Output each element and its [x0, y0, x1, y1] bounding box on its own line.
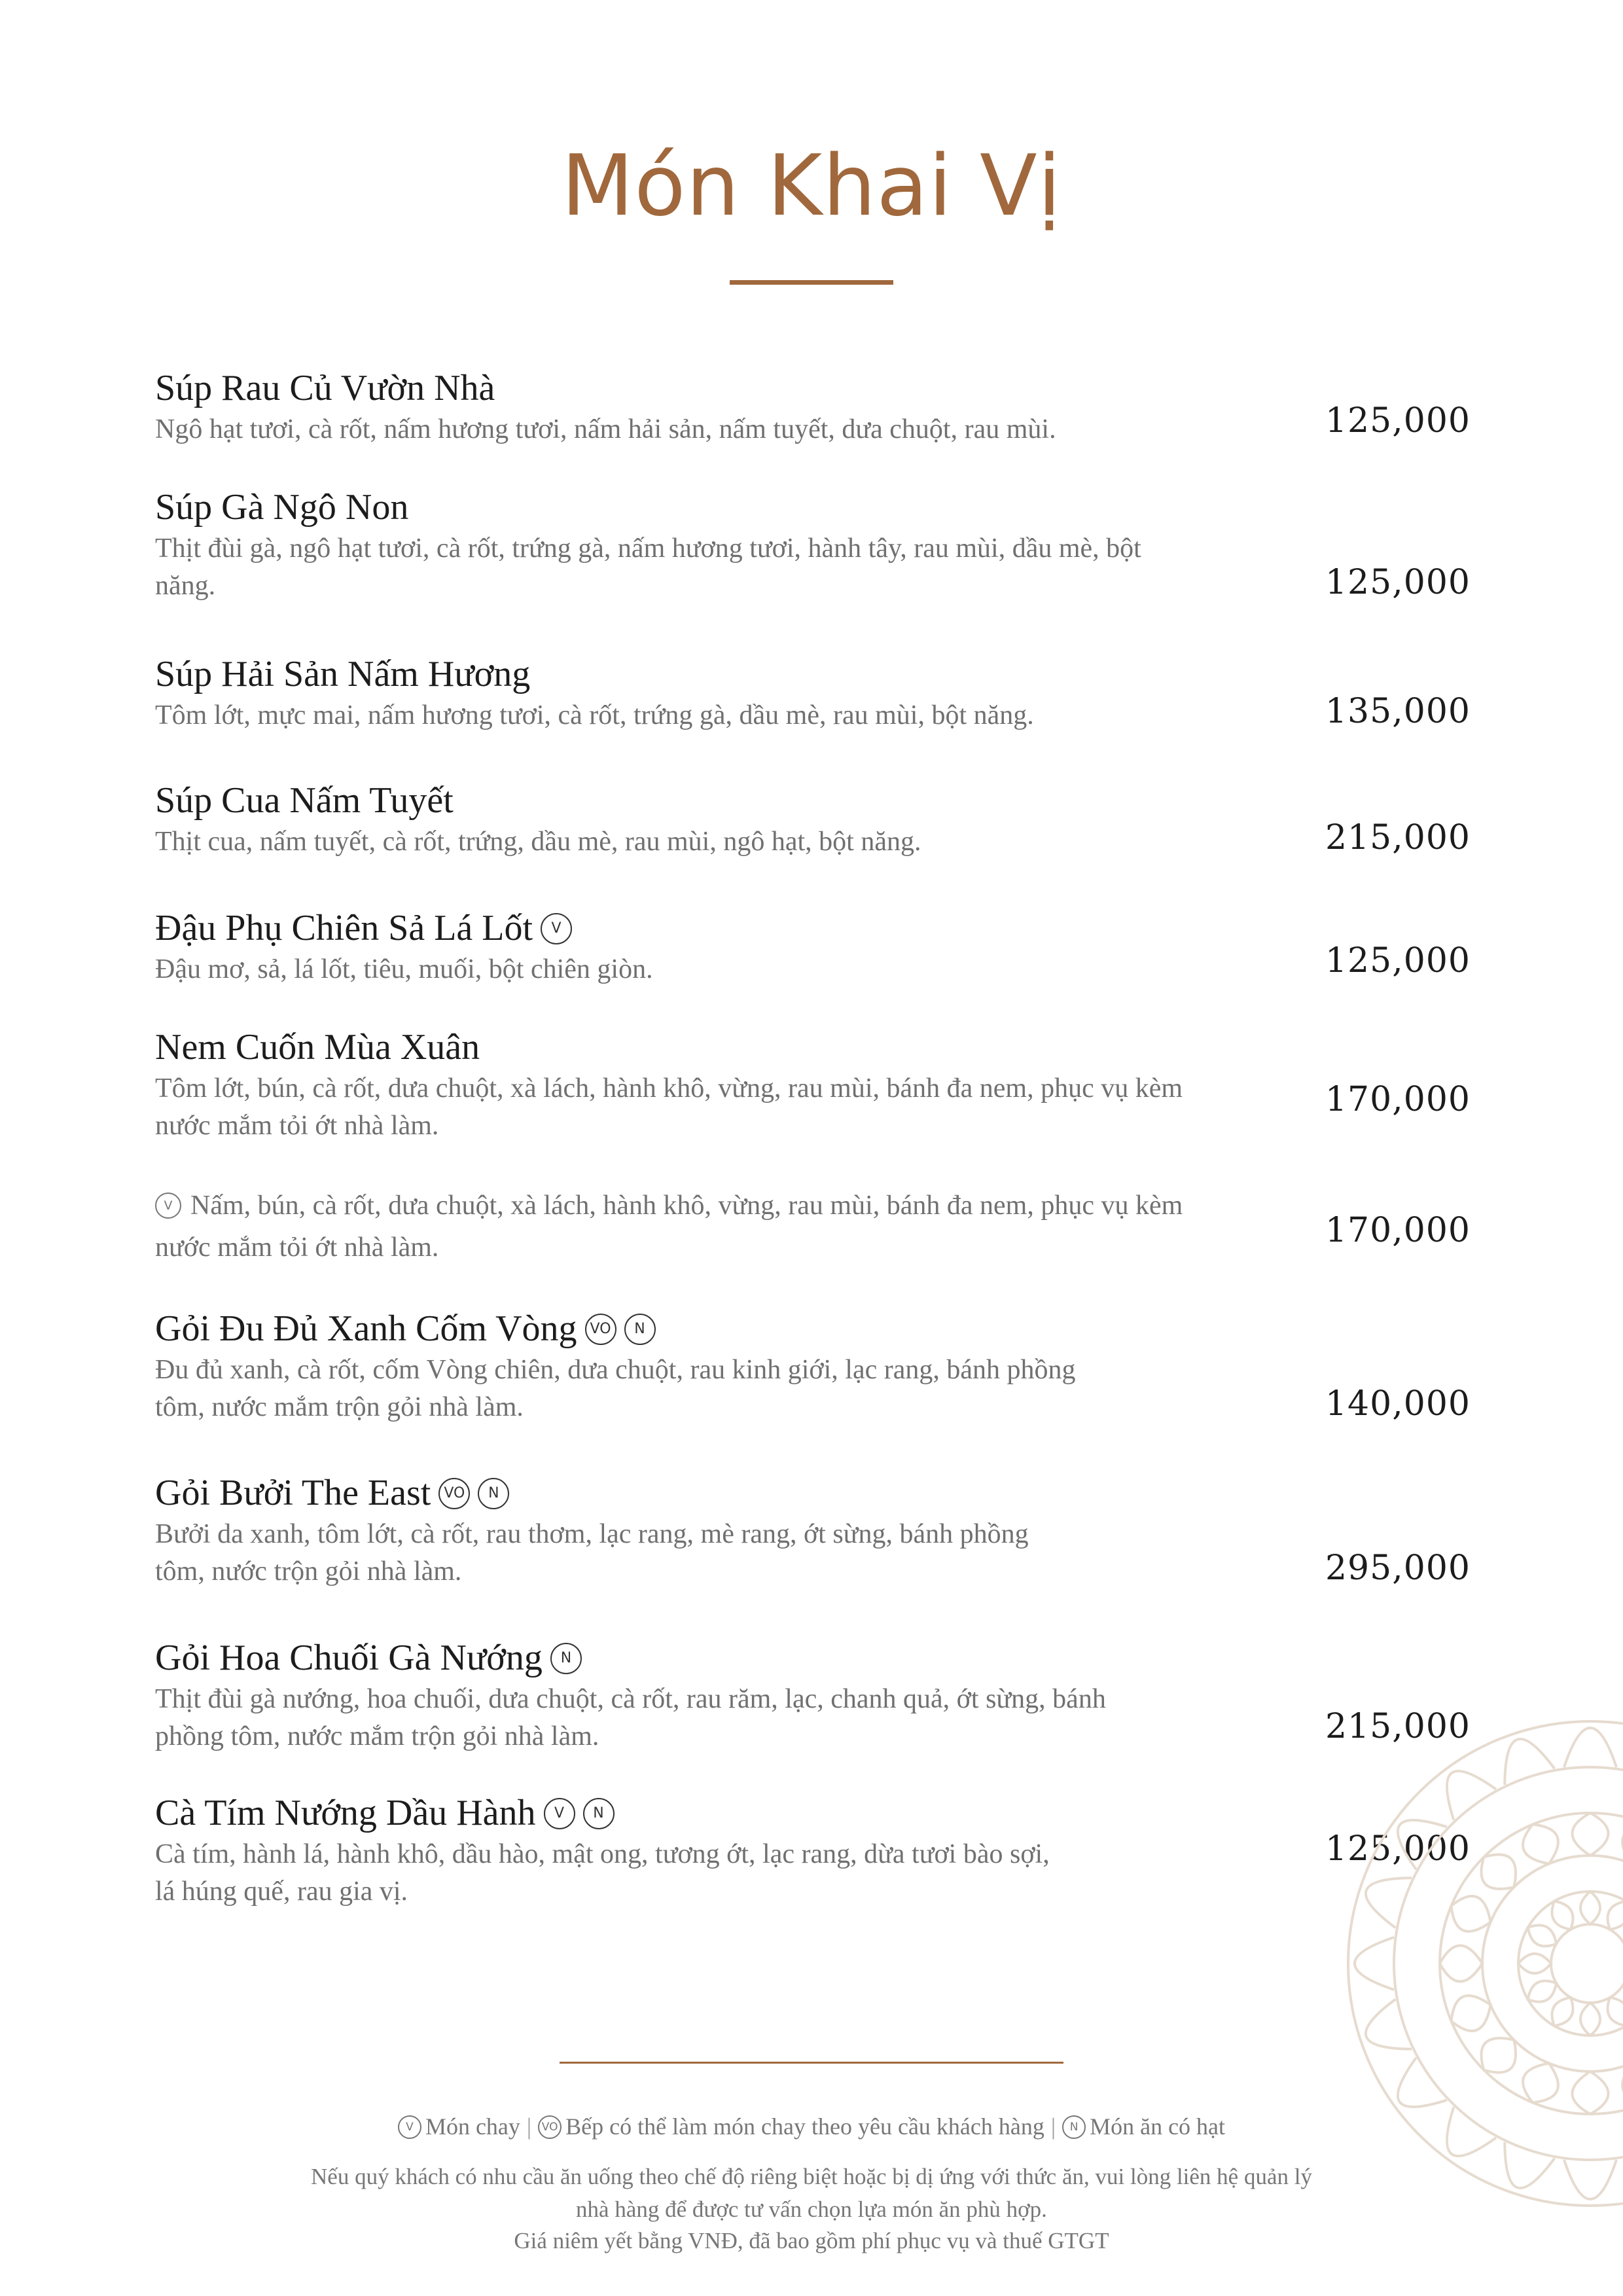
item-price: 215,000 — [1325, 818, 1471, 857]
item-name: Nem Cuốn Mùa Xuân — [155, 1027, 480, 1067]
menu-item — [155, 1024, 1471, 1145]
item-price: 140,000 — [1325, 1384, 1471, 1424]
legend-vegetarian-option-label: Bếp có thể làm món chay theo yêu cầu khách hàng — [565, 2113, 1044, 2140]
item-name-row — [155, 1635, 1471, 1681]
menu-item — [155, 1306, 1471, 1426]
item-name: Súp Gà Ngô Non — [155, 487, 409, 528]
menu-item — [155, 484, 1471, 605]
legend-vegetarian-label: Món chay — [425, 2113, 520, 2140]
page-title: Món Khai Vị — [561, 137, 1062, 235]
menu-item-variant — [155, 1185, 1471, 1268]
item-name: Súp Cua Nấm Tuyết — [155, 780, 454, 821]
item-name: Cà Tím Nướng Dầu Hành — [155, 1793, 536, 1833]
item-name: Súp Rau Củ Vườn Nhà — [155, 368, 495, 408]
dietary-note: nhà hàng để được tư vấn chọn lựa món ăn phù hợp. — [576, 2197, 1047, 2222]
vegetarian-badge-icon: V — [541, 913, 572, 944]
item-name: Gỏi Hoa Chuối Gà Nướng — [155, 1638, 543, 1678]
item-description: Bưởi da xanh, tôm lớt, cà rốt, rau thơm, lạc rang, mè rang, ớt sừng, bánh phồng tôm, nước trộn gỏi nhà làm. — [155, 1519, 1029, 1587]
nuts-badge-icon: N — [1062, 2115, 1086, 2139]
footer-divider — [560, 2062, 1063, 2064]
vegetarian-badge-icon: V — [398, 2115, 421, 2139]
vegetarian-badge-icon: V — [544, 1798, 575, 1829]
legend — [0, 2113, 1623, 2141]
item-price: 125,000 — [1325, 401, 1471, 440]
menu-item — [155, 905, 1471, 988]
vegetarian-option-badge-icon: VO — [438, 1478, 470, 1509]
dietary-note: Nếu quý khách có nhu cầu ăn uống theo chế độ riêng biệt hoặc bị dị ứng với thức ăn, vui lòng liên hệ quản lý — [311, 2164, 1312, 2189]
nuts-badge-icon: N — [624, 1314, 656, 1345]
nuts-badge-icon: N — [583, 1798, 615, 1829]
nuts-badge-icon: N — [478, 1478, 509, 1509]
menu-item — [155, 651, 1471, 734]
item-price: 215,000 — [1325, 1707, 1471, 1746]
menu-item — [155, 1635, 1471, 1755]
menu-item — [155, 778, 1471, 861]
item-name: Đậu Phụ Chiên Sả Lá Lốt — [155, 908, 533, 948]
item-description: Thịt đùi gà nướng, hoa chuối, dưa chuột, cà rốt, rau răm, lạc, chanh quả, ớt sừng, bánh phồng tôm, nước mắm trộn gỏi nhà làm. — [155, 1684, 1106, 1751]
item-price: 170,000 — [1325, 1211, 1471, 1250]
item-name-row — [155, 1306, 1471, 1352]
item-description: Tôm lớt, mực mai, nấm hương tươi, cà rốt, trứng gà, dầu mè, rau mùi, bột năng. — [155, 700, 1034, 730]
item-description: Ngô hạt tươi, cà rốt, nấm hương tươi, nấm hải sản, nấm tuyết, dưa chuột, rau mùi. — [155, 414, 1056, 444]
item-name: Gỏi Bưởi The East — [155, 1473, 431, 1513]
item-description: Thịt đùi gà, ngô hạt tươi, cà rốt, trứng gà, nấm hương tươi, hành tây, rau mùi, dầu mè, bột năng. — [155, 533, 1141, 601]
item-description: Nấm, bún, cà rốt, dưa chuột, xà lách, hành khô, vừng, rau mùi, bánh đa nem, phục vụ kèm nước mắm tỏi ớt nhà làm. — [155, 1191, 1183, 1263]
item-name-row — [155, 905, 1471, 951]
item-description: Thịt cua, nấm tuyết, cà rốt, trứng, dầu mè, rau mùi, ngô hạt, bột năng. — [155, 827, 921, 857]
price-note: Giá niêm yết bằng VNĐ, đã bao gồm phí phục vụ và thuế GTGT — [514, 2228, 1109, 2253]
vegetarian-badge-icon: V — [155, 1193, 181, 1219]
item-description: Đu đủ xanh, cà rốt, cốm Vòng chiên, dưa chuột, rau kinh giới, lạc rang, bánh phồng tôm, nước mắm trộn gỏi nhà làm. — [155, 1355, 1076, 1422]
mandala-ornament-icon — [1283, 1610, 1623, 2296]
item-description: Đậu mơ, sả, lá lốt, tiêu, muối, bột chiên giòn. — [155, 954, 653, 984]
item-name: Gỏi Đu Đủ Xanh Cốm Vòng — [155, 1308, 577, 1349]
vegetarian-option-badge-icon: VO — [538, 2115, 562, 2139]
item-price: 125,000 — [1325, 941, 1471, 980]
item-description-row — [155, 1185, 1215, 1268]
legend-separator: | — [526, 2113, 532, 2140]
item-name-row — [155, 1470, 1471, 1516]
item-name-row — [155, 1790, 1471, 1836]
item-description: Cà tím, hành lá, hành khô, dầu hào, mật ong, tương ớt, lạc rang, dừa tươi bào sợi, lá húng quế, rau gia vị. — [155, 1839, 1050, 1907]
item-price: 125,000 — [1325, 563, 1471, 602]
item-price: 295,000 — [1325, 1549, 1471, 1588]
item-description: Tôm lớt, bún, cà rốt, dưa chuột, xà lách, hành khô, vừng, rau mùi, bánh đa nem, phục vụ kèm nước mắm tỏi ớt nhà làm. — [155, 1073, 1183, 1141]
item-price: 125,000 — [1325, 1829, 1471, 1869]
vegetarian-option-badge-icon: VO — [585, 1314, 616, 1345]
menu-item — [155, 365, 1471, 448]
nuts-badge-icon: N — [550, 1643, 582, 1674]
legend-separator: | — [1050, 2113, 1056, 2140]
menu-item — [155, 1790, 1471, 1910]
item-name: Súp Hải Sản Nấm Hương — [155, 654, 531, 694]
legend-nuts-label: Món ăn có hạt — [1090, 2113, 1226, 2140]
item-price: 135,000 — [1325, 692, 1471, 731]
menu-item — [155, 1470, 1471, 1590]
item-price: 170,000 — [1325, 1080, 1471, 1119]
title-underline — [730, 280, 893, 285]
